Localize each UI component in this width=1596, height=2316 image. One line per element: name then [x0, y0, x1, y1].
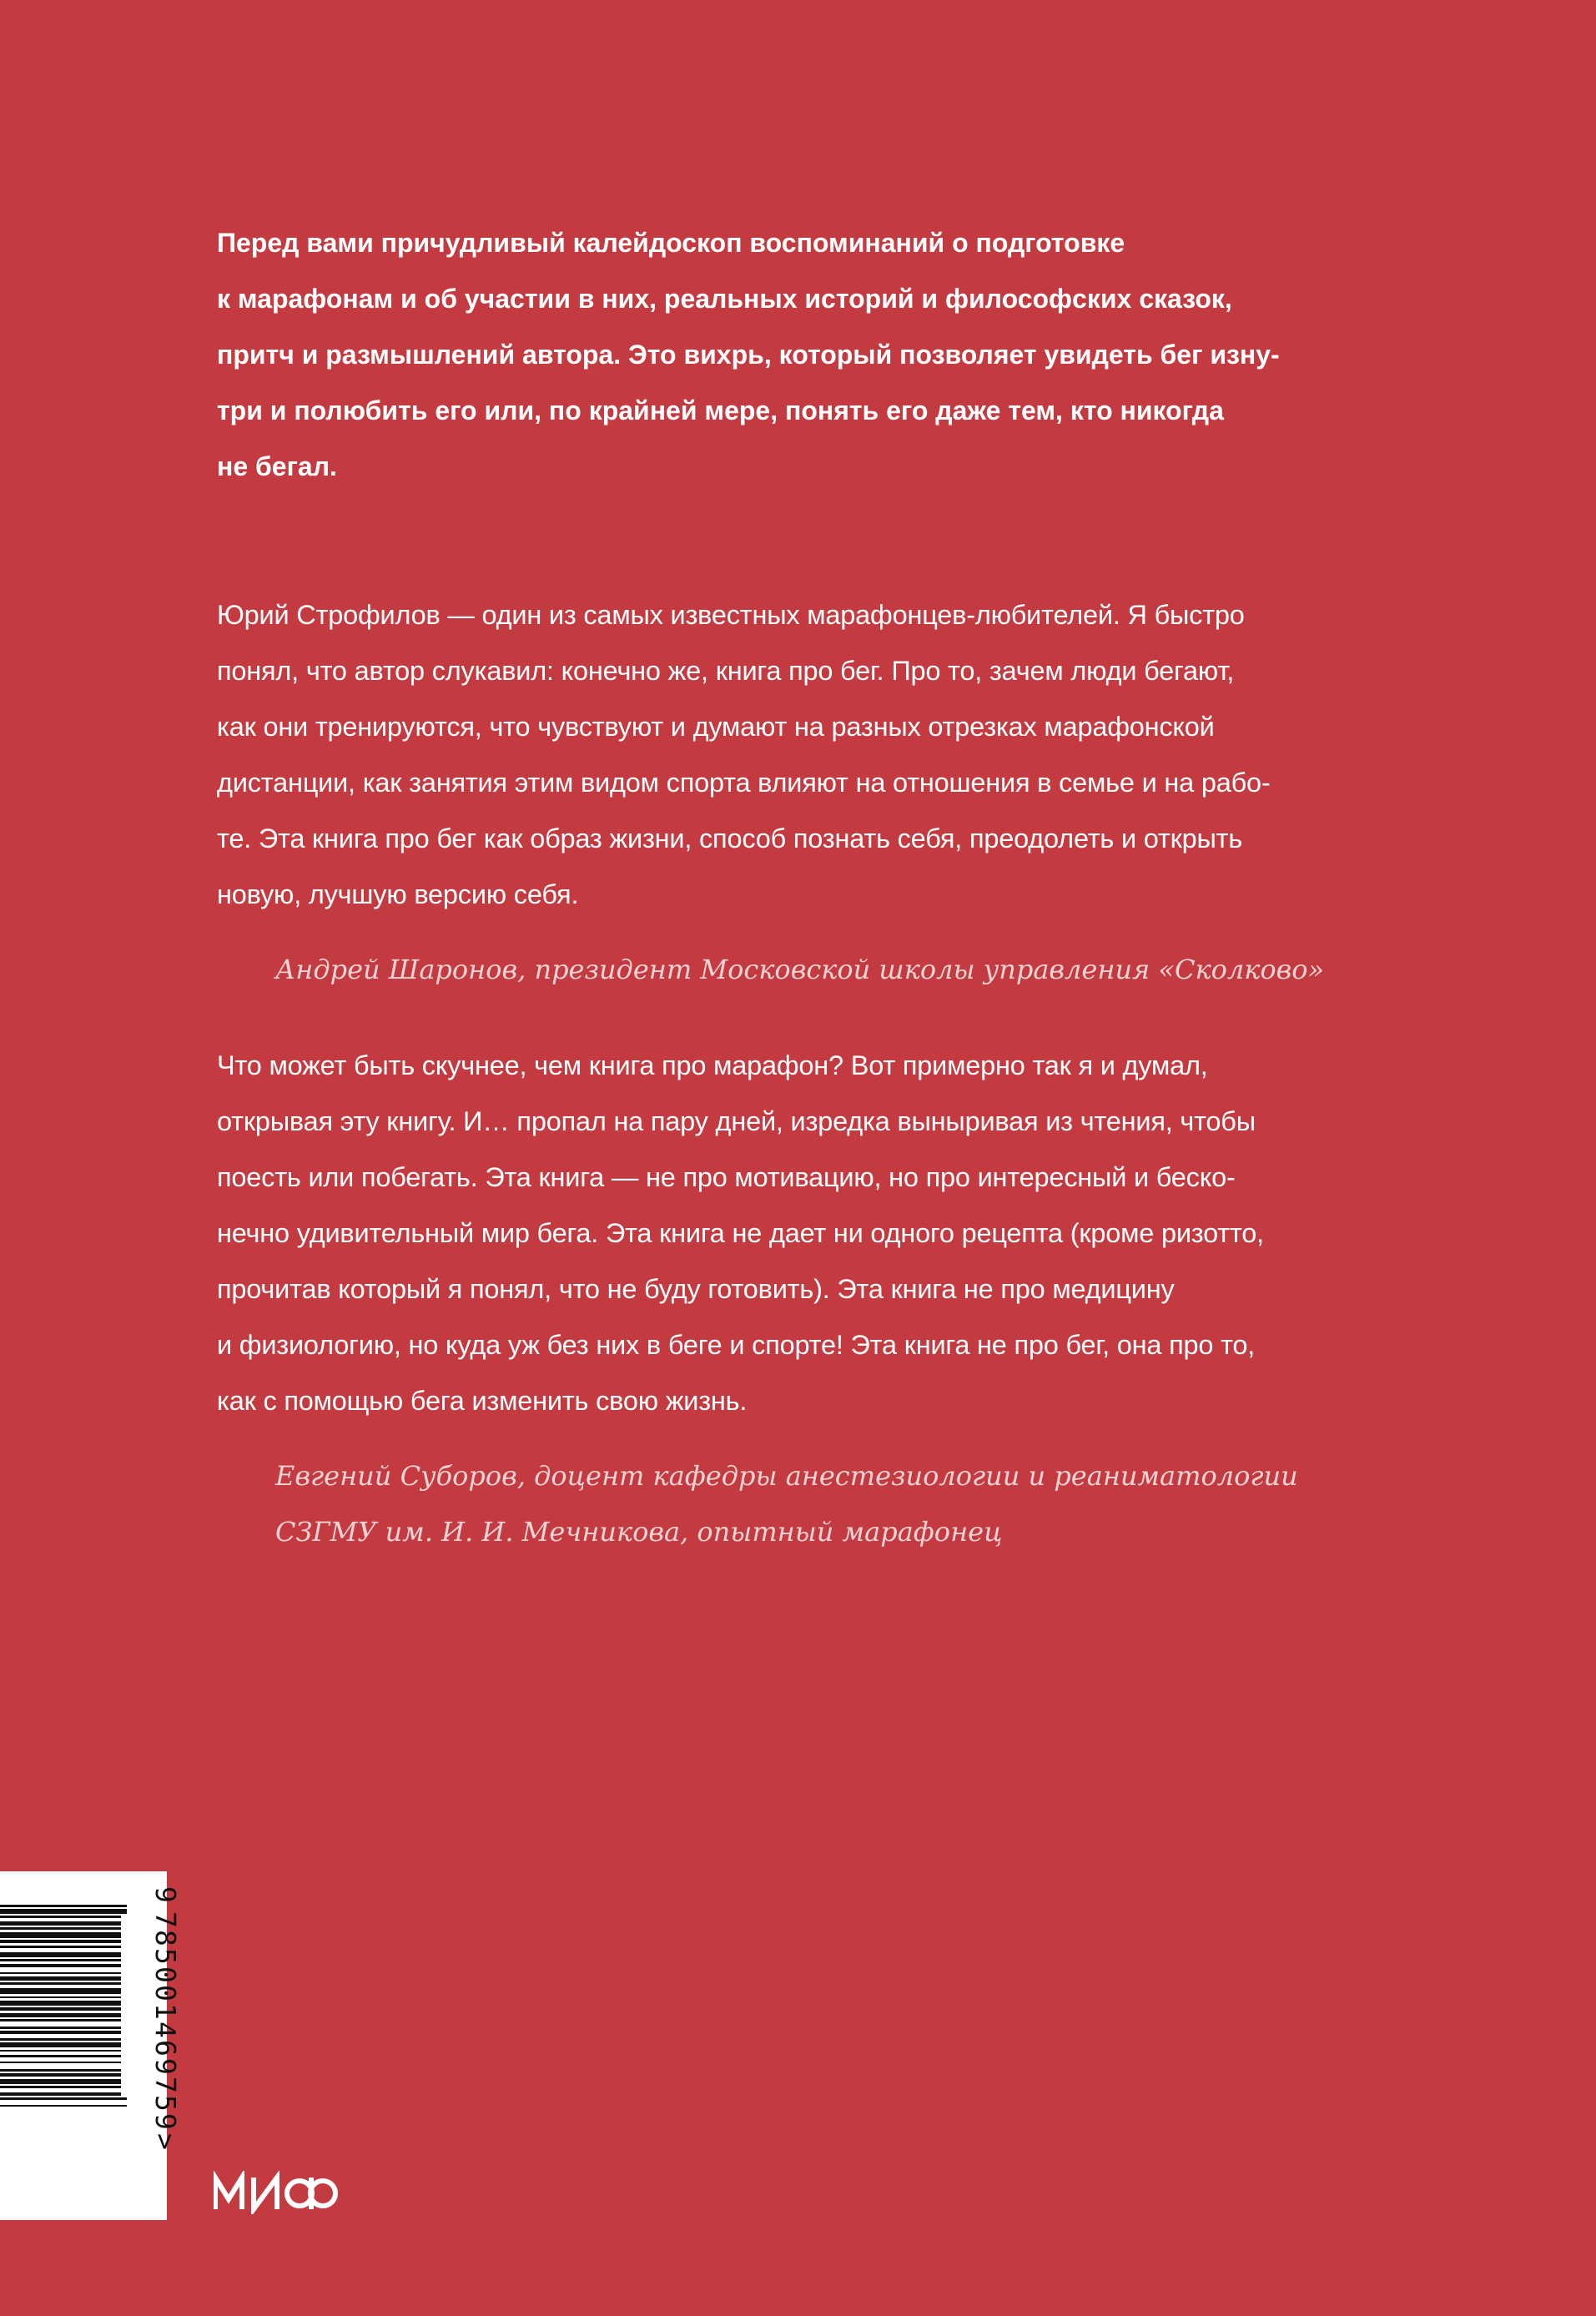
barcode-bar: [0, 2079, 121, 2084]
barcode-bar: [0, 2097, 127, 2100]
barcode-bar: [0, 1905, 127, 1907]
barcode-digit: 9: [149, 2058, 182, 2075]
intro-paragraph: [217, 215, 1318, 495]
barcode-bar: [0, 1972, 121, 1974]
intro-line: три и полюбить его или, по крайней мере, понять его даже тем, кто никогда: [217, 395, 1224, 425]
barcode-bar: [0, 2086, 121, 2088]
barcode-bar: [0, 2026, 121, 2029]
review-author-2: [275, 1448, 1377, 1560]
review-line: нечно удивительный мир бега. Эта книга не дает ни одного рецепта (кроме ризотто,: [217, 1218, 1264, 1248]
barcode-digit: 7: [149, 1911, 182, 1928]
intro-line: не бегал.: [217, 451, 337, 481]
review-quote-1: [217, 587, 1318, 923]
barcode-bar: [0, 1982, 121, 1985]
barcode-bar: [0, 2055, 121, 2057]
review-line: поесть или побегать. Эта книга — не про мотивацию, но про интересный и беско-: [217, 1162, 1236, 1192]
intro-line: притч и размышлений автора. Это вихрь, который позволяет увидеть бег изну-: [217, 340, 1280, 370]
barcode-bar: [0, 1959, 121, 1961]
barcode-bar: [0, 2050, 121, 2052]
review-line: дистанции, как занятия этим видом спорта влияют на отношения в семье и на рабо-: [217, 768, 1271, 798]
barcode-bar: [0, 1909, 127, 1914]
author-line: Андрей Шаронов, президент Московской школы управления «Сколково»: [275, 954, 1325, 985]
barcode-digit: 9: [149, 1886, 182, 1903]
barcode-bar: [0, 1946, 121, 1948]
isbn-barcode: [0, 1871, 182, 2220]
barcode-bar: [0, 1964, 121, 1967]
review-line: как они тренируются, что чувствуют и думают на разных отрезках марафонской: [217, 712, 1215, 742]
barcode-bar: [0, 2069, 121, 2072]
barcode-digit: 5: [149, 1948, 182, 1965]
barcode-bar: [0, 1996, 121, 1998]
barcode-digit: 1: [149, 2003, 182, 2020]
barcode-bar: [0, 1927, 121, 1930]
barcode-digit: 0: [149, 1966, 182, 1983]
barcode-digit: 7: [149, 2077, 182, 2093]
barcode-digits: [150, 1878, 180, 2212]
barcode-bar: [0, 2073, 121, 2077]
review-line: новую, лучшую версию себя.: [217, 879, 579, 909]
review-line: прочитав который я понял, что не буду готовить). Эта книга не про медицину: [217, 1274, 1175, 1304]
barcode-bar: [0, 2042, 121, 2047]
review-quote-2: [217, 1038, 1318, 1429]
review-line: Что может быть скучнее, чем книга про марафон? Вот примерно так я и думал,: [217, 1050, 1208, 1080]
barcode-bar: [0, 1916, 121, 1918]
barcode-bar: [0, 1988, 121, 1994]
mif-logo-icon: [214, 2171, 347, 2214]
barcode-bar: [0, 1976, 121, 1981]
review-author-1: [275, 942, 1377, 998]
barcode-bar: [0, 2031, 121, 2034]
intro-line: Перед вами причудливый калейдоскоп воспоминаний о подготовке: [217, 228, 1125, 258]
barcode-bar: [0, 2001, 121, 2006]
barcode-bar: [0, 1921, 121, 1926]
barcode-digit: 9: [149, 2113, 182, 2130]
review-line: Юрий Строфилов — один из самых известных марафонцев-любителей. Я быстро: [217, 600, 1245, 630]
barcode-bar: [0, 1940, 121, 1943]
barcode-digit: 6: [149, 2040, 182, 2057]
review-line: те. Эта книга про бег как образ жизни, способ познать себя, преодолеть и открыть: [217, 823, 1243, 853]
barcode-bar: [0, 2105, 127, 2107]
author-line: СЗГМУ им. И. И. Мечникова, опытный марафонец: [275, 1516, 1003, 1548]
review-line: понял, что автор слукавил: конечно же, книга про бег. Про то, зачем люди бегают,: [217, 656, 1235, 686]
barcode-bar: [0, 2007, 121, 2011]
barcode-bar: [0, 1952, 121, 1957]
publisher-logo: [214, 2171, 347, 2214]
intro-line: к марафонам и об участии в них, реальных историй и философских сказок,: [217, 284, 1232, 314]
barcode-bar: [0, 1932, 121, 1938]
barcode-bar: [0, 2013, 121, 2017]
review-line: и физиологию, но куда уж без них в беге и спорте! Эта книга не про бег, она про то,: [217, 1330, 1256, 1360]
barcode-bar: [0, 2062, 121, 2063]
barcode-bar: [0, 2038, 121, 2041]
barcode-digit: 8: [149, 1930, 182, 1946]
barcode-quiet-mark: >: [149, 2133, 182, 2150]
barcode-bars: [0, 1871, 127, 2220]
barcode-bar: [0, 2092, 121, 2096]
barcode-bar: [0, 2019, 121, 2021]
review-line: как с помощью бега изменить свою жизнь.: [217, 1386, 748, 1416]
author-line: Евгений Суборов, доцент кафедры анестезиологии и реаниматологии: [275, 1460, 1298, 1492]
barcode-digit: 0: [149, 1985, 182, 2001]
review-line: открывая эту книгу. И… пропал на пару дней, изредка выныривая из чтения, чтобы: [217, 1106, 1256, 1136]
barcode-digit: 5: [149, 2095, 182, 2112]
barcode-digit: 4: [149, 2021, 182, 2038]
